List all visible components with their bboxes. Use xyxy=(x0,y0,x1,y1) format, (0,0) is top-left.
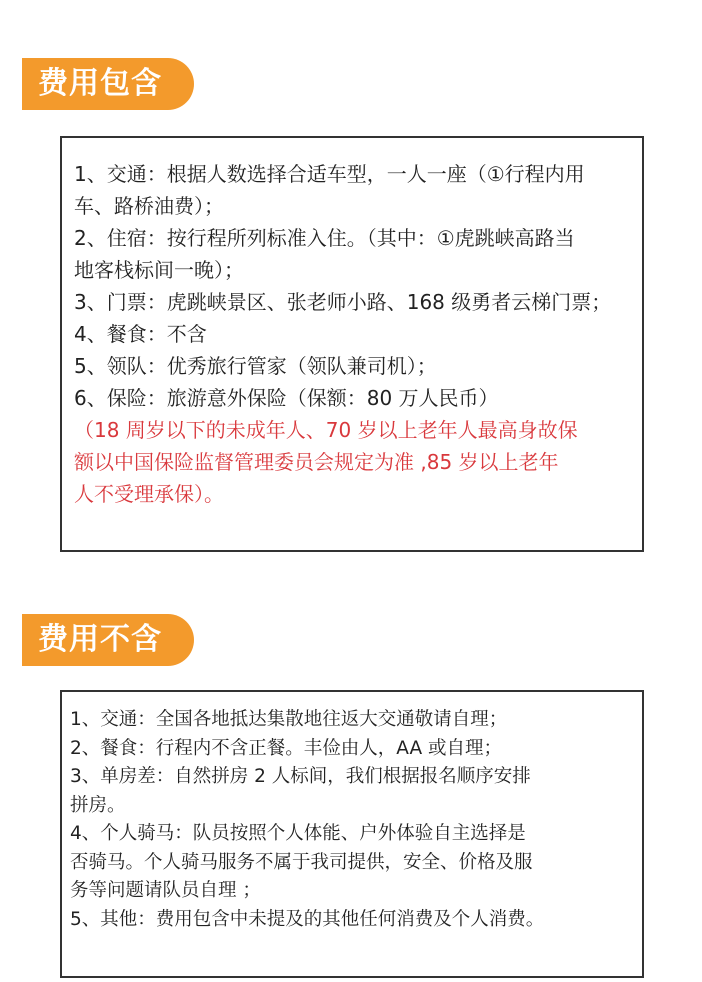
section-title-excluded: 费用不含 xyxy=(22,614,194,666)
excluded-line-6: 否骑马。个人骑马服务不属于我司提供，安全、价格及服 xyxy=(70,851,533,873)
included-line-2: 车、路桥油费）； xyxy=(74,194,224,218)
excluded-line-5: 4、个人骑马：队员按照个人体能、户外体验自主选择是 xyxy=(70,823,526,844)
included-line-6: 4、餐食：不含 xyxy=(74,322,207,346)
included-line-4: 地客栈标间一晚）； xyxy=(74,258,244,282)
included-line-7: 5、领队：优秀旅行管家（领队兼司机）； xyxy=(74,354,437,378)
included-line-3: 2、住宿：按行程所列标准入住。（其中：①虎跳峡高路当 xyxy=(74,226,575,250)
insurance-note-line-3: 人不受理承保）。 xyxy=(74,482,224,506)
insurance-note-line-2: 额以中国保险监督管理委员会规定为准 ,85 岁以上老年 xyxy=(74,450,559,474)
section-title-included: 费用包含 xyxy=(22,58,194,110)
excluded-line-4: 拼房。 xyxy=(70,794,126,816)
excluded-line-1: 1、交通：全国各地抵达集散地往返大交通敬请自理； xyxy=(70,709,508,730)
excluded-line-7: 务等问题请队员自理 ； xyxy=(70,880,261,901)
included-line-1: 1、交通：根据人数选择合适车型，一人一座（①行程内用 xyxy=(74,162,585,186)
included-box xyxy=(60,136,644,552)
excluded-line-3: 3、单房差：自然拼房 2 人标间，我们根据报名顺序安排 xyxy=(70,766,531,787)
included-line-8: 6、保险：旅游意外保险（保额：80 万人民币） xyxy=(74,386,499,410)
insurance-note-line-1: （18 周岁以下的未成年人、70 岁以上老年人最高身故保 xyxy=(74,418,578,442)
included-line-5: 3、门票：虎跳峡景区、张老师小路、168 级勇者云梯门票； xyxy=(74,290,612,314)
excluded-line-8: 5、其他：费用包含中未提及的其他任何消费及个人消费。 xyxy=(70,908,545,930)
excluded-box xyxy=(60,690,644,978)
excluded-line-2: 2、餐食：行程内不含正餐。丰俭由人，AA 或自理； xyxy=(70,737,502,759)
